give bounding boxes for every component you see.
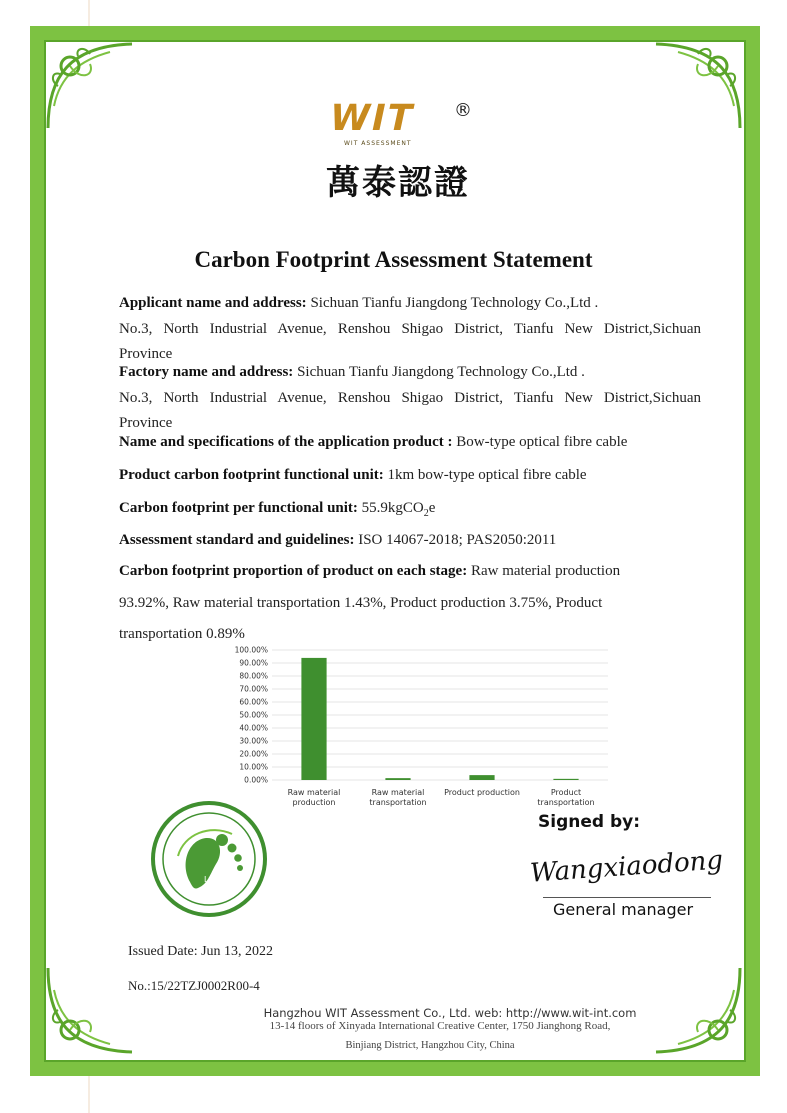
- footprint-stamp-icon: [150, 800, 268, 918]
- factory-label: Factory name and address:: [119, 364, 294, 380]
- factory-address-2: Province: [119, 415, 173, 431]
- signature-script: Wangxiaodong: [529, 845, 724, 889]
- chart-bar: [553, 779, 578, 780]
- chart-category-label: Product: [550, 788, 582, 797]
- signature-line: [543, 897, 711, 898]
- registered-mark: ®: [454, 100, 472, 121]
- applicant-label: Applicant name and address:: [119, 295, 307, 311]
- product-value: Bow-type optical fibre cable: [456, 434, 628, 450]
- factory-name: Sichuan Tianfu Jiangdong Technology Co.,Ltd .: [297, 364, 585, 380]
- chart-category-label: production: [292, 798, 336, 807]
- proportion-line2: 93.92%, Raw material transportation 1.43%, Product production 3.75%, Product: [119, 595, 603, 611]
- standard-line: [119, 531, 719, 549]
- functional-unit-value: 1km bow-type optical fibre cable: [387, 467, 587, 483]
- chart-y-tick-label: 10.00%: [239, 762, 268, 772]
- chart-bar: [469, 775, 494, 780]
- chart-y-tick-label: 20.00%: [239, 749, 268, 759]
- applicant-address-2: Province: [119, 346, 173, 362]
- proportion-line: [119, 562, 719, 580]
- chart-y-tick-label: 60.00%: [239, 697, 268, 707]
- stamp-text: LOGO: [204, 875, 227, 884]
- applicant-line: [119, 294, 719, 312]
- chart-y-tick-label: 0.00%: [244, 775, 268, 785]
- corner-flourish-icon: [648, 36, 748, 136]
- logo-subtitle: WIT ASSESSMENT: [344, 140, 412, 147]
- applicant-address-1: No.3, North Industrial Avenue, Renshou Shigao District, Tianfu New District,Sichuan: [119, 321, 701, 337]
- functional-unit-line: [119, 466, 719, 484]
- stage-proportion-chart: [228, 642, 618, 822]
- chart-y-tick-label: 50.00%: [239, 710, 268, 720]
- document-number: No.:15/22TZJ0002R00-4: [128, 978, 260, 993]
- proportion-label: Carbon footprint proportion of product on each stage:: [119, 563, 468, 579]
- chart-category-label: Raw material: [287, 788, 341, 797]
- product-label: Name and specifications of the application product :: [119, 434, 453, 450]
- proportion-line3: transportation 0.89%: [119, 626, 245, 642]
- standard-label: Assessment standard and guidelines:: [119, 532, 355, 548]
- footer-company: Hangzhou WIT Assessment Co., Ltd. web: http://www.wit-int.com: [263, 1006, 637, 1020]
- wit-logo: [325, 98, 490, 150]
- chart-y-tick-label: 40.00%: [239, 723, 268, 733]
- applicant-name: Sichuan Tianfu Jiangdong Technology Co.,Ltd .: [310, 295, 599, 311]
- per-unit-label: Carbon footprint per functional unit:: [119, 500, 358, 516]
- footer-address: 13-14 floors of Xinyada International Creative Center, 1750 Jianghong Road,: [269, 1020, 611, 1032]
- chart-y-tick-label: 90.00%: [239, 658, 268, 668]
- chart-y-tick-label: 80.00%: [239, 671, 268, 681]
- chart-y-tick-label: 30.00%: [239, 736, 268, 746]
- page-title: Carbon Footprint Assessment Statement: [194, 247, 593, 272]
- signer-role: General manager: [553, 900, 694, 919]
- factory-line: [119, 363, 719, 381]
- chart-category-label: transportation: [537, 798, 595, 807]
- functional-unit-label: Product carbon footprint functional unit:: [119, 467, 384, 483]
- standard-value: ISO 14067-2018; PAS2050:2011: [358, 532, 557, 548]
- factory-address-1: No.3, North Industrial Avenue, Renshou Shigao District, Tianfu New District,Sichuan: [119, 390, 701, 406]
- chart-svg: [228, 642, 618, 822]
- chart-category-label: transportation: [369, 798, 427, 807]
- chart-category-label: Product production: [444, 788, 520, 797]
- per-unit-line: [119, 499, 719, 523]
- product-line: [119, 433, 719, 451]
- company-chinese-name: 萬泰認證: [326, 163, 470, 203]
- chart-bar: [301, 658, 326, 780]
- chart-y-tick-label: 70.00%: [239, 684, 268, 694]
- per-unit-value: 55.9kgCO$_2$e: [361, 500, 436, 519]
- signed-by-label: Signed by:: [538, 812, 641, 832]
- proportion-line1: Raw material production: [470, 563, 621, 579]
- corner-flourish-icon: [40, 36, 140, 136]
- chart-y-tick-label: 100.00%: [234, 645, 268, 655]
- chart-category-label: Raw material: [371, 788, 425, 797]
- footer-district: Binjiang District, Hangzhou City, China: [345, 1040, 515, 1051]
- issued-date: Issued Date: Jun 13, 2022: [128, 944, 274, 959]
- chart-bar: [385, 778, 410, 780]
- logo-brand: WIT: [325, 98, 419, 139]
